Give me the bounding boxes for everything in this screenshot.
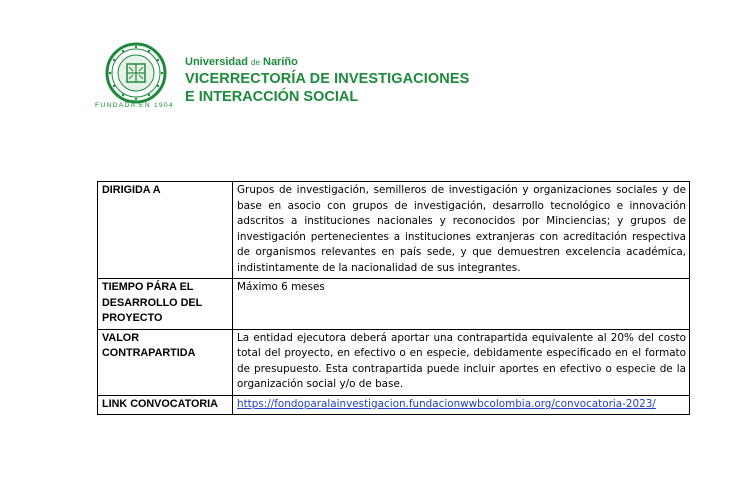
row-value-link	[233, 395, 690, 415]
department-title-line1: VICERRECTORÍA DE INVESTIGACIONES	[185, 71, 470, 87]
table-row	[98, 279, 690, 330]
row-value-dirigida: Grupos de investigación, semilleros de investigación y organizaciones sociales y de base en asocio con grupos de investigación, desarrollo tecnológico e innovación adscritos a instituciones nacionales y reconocidos por Minciencias; y grupos de investigación pertenecientes a instituciones extranjeras con acreditación respectiva de organismos relevantes en país sede, y que demuestren excelencia académica, indistintamente de la nacionalidad de sus integrantes.	[233, 182, 690, 279]
row-value-tiempo: Máximo 6 meses	[233, 279, 690, 330]
row-label-link: LINK CONVOCATORIA	[98, 395, 233, 415]
department-title-line2: E INTERACCIÓN SOCIAL	[185, 89, 359, 105]
call-info-table	[97, 181, 690, 415]
university-name: Universidad de Nariño	[185, 56, 298, 68]
row-value-contrapartida: La entidad ejecutora deberá aportar una contrapartida equivalente al 20% del costo total del proyecto, en efectivo o en especie, debidamente especificado en el formato de presupuesto. Esta contrapartida puede incluir aportes en efectivo o especie de la organización social y/o de base.	[233, 329, 690, 395]
header	[95, 42, 515, 122]
university-seal-logo	[105, 42, 167, 104]
row-label-contrapartida: VALOR CONTRAPARTIDA	[98, 329, 233, 395]
table-row	[98, 329, 690, 395]
convocatoria-link[interactable]: https://fondoparalainvestigacion.fundacionwwbcolombia.org/convocatoria-2023/	[237, 397, 656, 410]
table-row	[98, 395, 690, 415]
row-label-tiempo: TIEMPO PÁRA EL DESARROLLO DEL PROYECTO	[98, 279, 233, 330]
founded-text: FUNDADA EN 1904	[95, 102, 174, 109]
row-label-dirigida: DIRIGIDA A	[98, 182, 233, 279]
table-row	[98, 182, 690, 279]
